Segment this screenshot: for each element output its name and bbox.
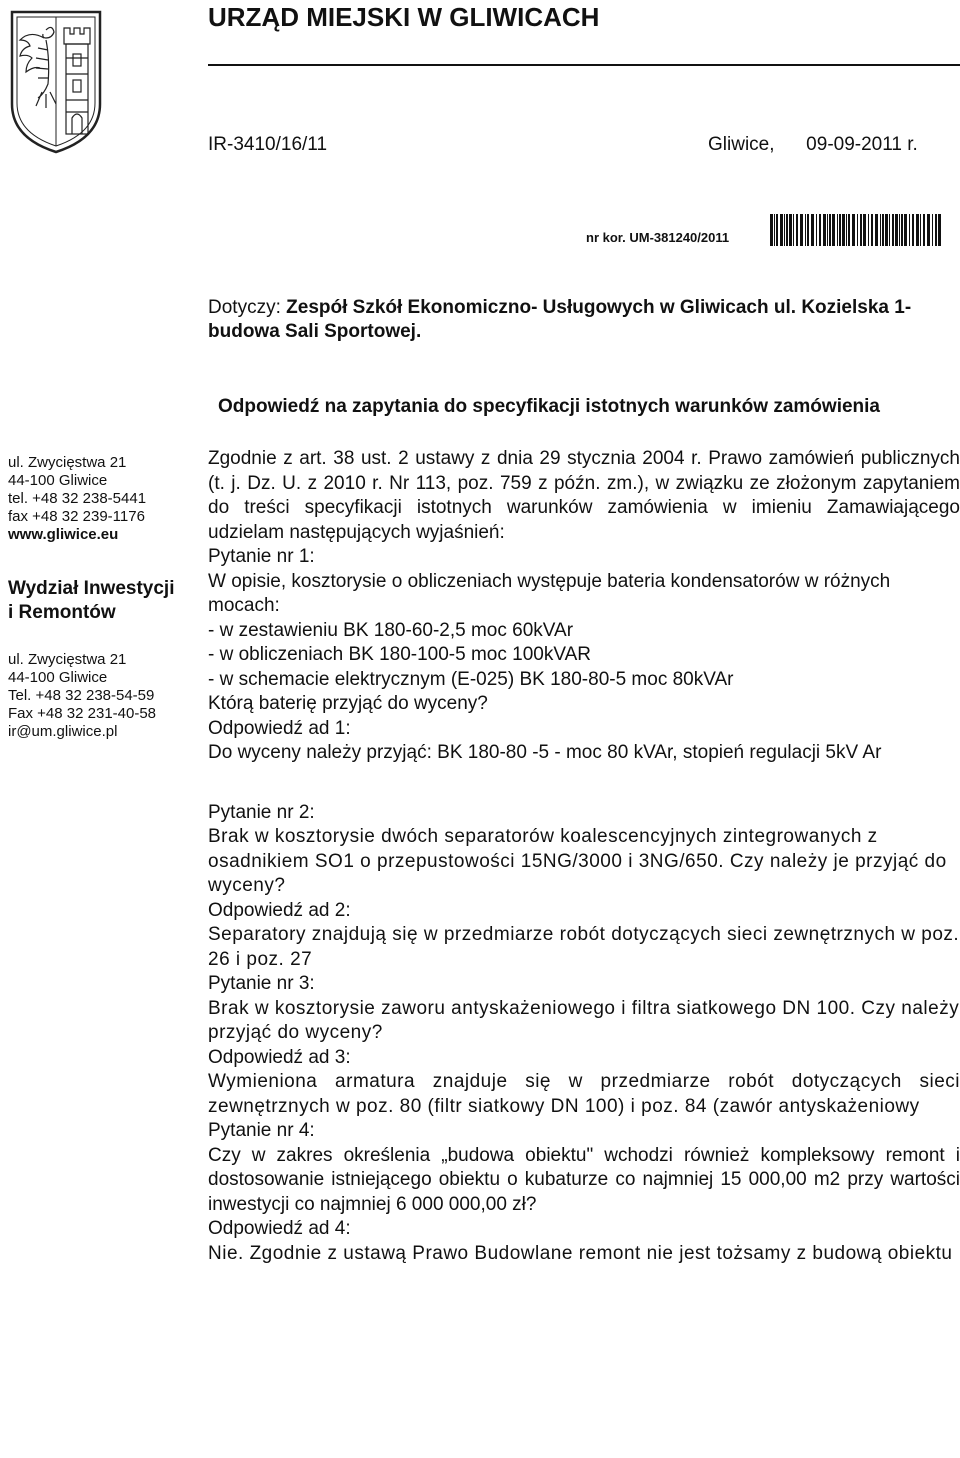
question-label: Pytanie nr 4: xyxy=(208,1120,315,1141)
answer-2 xyxy=(208,899,960,973)
sidebar-contact xyxy=(8,454,198,741)
office-title: URZĄD MIEJSKI W GLIWICACH xyxy=(208,2,600,32)
answer-3 xyxy=(208,1046,960,1120)
address-line: ul. Zwycięstwa 21 xyxy=(8,454,127,471)
subject-text: Zespół Szkół Ekonomiczno- Usługowych w Gliwicach ul. Kozielska 1-budowa Sali Sportowej. xyxy=(208,297,912,342)
correspondence-number: nr kor. UM-381240/2011 xyxy=(586,230,730,245)
department-name-line: Wydział Inwestycji xyxy=(8,578,175,599)
department-phone: Tel. +48 32 238-54-59 xyxy=(8,687,155,704)
phone: tel. +48 32 238-5441 xyxy=(8,490,147,507)
department-name xyxy=(8,577,198,625)
question-text: - w obliczeniach BK 180-100-5 moc 100kVAR xyxy=(208,644,592,665)
question-text: Czy w zakres określenia „budowa obiektu" wchodzi również kompleksowy remont i dostosowanie istniejącego obiektu o kubaturze co najmniej 15 000,00 m2 przy wartości inwestycji co najmniej 6 000 000,00 zł? xyxy=(208,1144,960,1215)
fax: fax +48 32 239-1176 xyxy=(8,508,145,525)
reference-number: IR-3410/16/11 xyxy=(208,134,328,155)
answer-1 xyxy=(208,717,960,766)
department-fax: Fax +48 32 231-40-58 xyxy=(8,705,157,722)
question-3 xyxy=(208,972,960,1046)
question-text: - w schemacie elektrycznym (E-025) BK 180-80-5 moc 80kVAr xyxy=(208,668,734,690)
question-label: Pytanie nr 1: xyxy=(208,546,315,567)
question-text: Brak w kosztorysie zaworu antyskażeniowego i filtra siatkowego DN 100. Czy należy przyjąć do wyceny? xyxy=(208,997,960,1043)
department-address-line: 44-100 Gliwice xyxy=(8,669,108,686)
answer-label: Odpowiedź ad 3: xyxy=(208,1046,351,1068)
question-2 xyxy=(208,801,960,899)
department-email-link[interactable]: ir@um.gliwice.pl xyxy=(8,723,118,740)
question-text: Którą baterię przyjąć do wyceny? xyxy=(208,693,488,714)
address-line: 44-100 Gliwice xyxy=(8,472,108,489)
website-link[interactable]: www.gliwice.eu xyxy=(8,526,119,543)
question-text: W opisie, kosztorysie o obliczeniach występuje bateria kondensatorów w różnych mocach: xyxy=(208,570,891,616)
title-divider xyxy=(208,64,960,66)
question-text: - w zestawieniu BK 180-60-2,5 moc 60kVAr xyxy=(208,619,574,641)
answer-label: Odpowiedź ad 2: xyxy=(208,899,351,921)
answer-text: Wymieniona armatura znajduje się w przedmiarze robót dotyczących sieci zewnętrznych w poz. 80 (filtr siatkowy DN 100) i poz. 84 (zawór antyskażeniowy xyxy=(208,1071,960,1117)
subject xyxy=(208,296,958,344)
answer-label: Odpowiedź ad 1: xyxy=(208,717,351,739)
question-4 xyxy=(208,1119,960,1217)
barcode-icon xyxy=(770,214,942,246)
intro-paragraph: Zgodnie z art. 38 ust. 2 ustawy z dnia 29 stycznia 2004 r. Prawo zamówień publicznych (t. j. Dz. U. z 2010 r. Nr 113, poz. 759 z późn. zm.), w związku ze złożonym zapytaniem do treści specyfikacji istotnych warunków zamówienia w imieniu Zamawiającego udzielam następujących wyjaśnień: xyxy=(208,448,960,543)
answer-text: Separatory znajdują się w przedmiarze robót dotyczących sieci zewnętrznych w poz. 26 i poz. 27 xyxy=(208,924,960,970)
question-text: Brak w kosztorysie dwóch separatorów koalescencyjnych zintegrowanych z osadnikiem SO1 o przepustowości 15NG/3000 i 3NG/650. Czy należy je przyjąć do wyceny? xyxy=(208,826,947,896)
question-label: Pytanie nr 3: xyxy=(208,973,315,994)
department-address-line: ul. Zwycięstwa 21 xyxy=(8,651,127,668)
question-label: Pytanie nr 2: xyxy=(208,801,315,823)
place-and-date: Gliwice, 09-09-2011 r. xyxy=(708,134,918,155)
answer-label: Odpowiedź ad 4: xyxy=(208,1218,351,1239)
document-heading: Odpowiedź na zapytania do specyfikacji istotnych warunków zamówienia xyxy=(218,396,880,417)
department-name-line: i Remontów xyxy=(8,602,116,623)
subject-label: Dotyczy: xyxy=(208,297,281,318)
answer-4 xyxy=(208,1217,960,1266)
document-body xyxy=(208,447,960,1266)
question-1 xyxy=(208,545,960,717)
answer-text: Do wyceny należy przyjąć: BK 180-80 -5 - moc 80 kVAr, stopień regulacji 5kV Ar xyxy=(208,742,882,763)
city-crest-logo xyxy=(8,8,104,156)
answer-text: Nie. Zgodnie z ustawą Prawo Budowlane remont nie jest tożsamy z budową obiektu xyxy=(208,1242,953,1264)
